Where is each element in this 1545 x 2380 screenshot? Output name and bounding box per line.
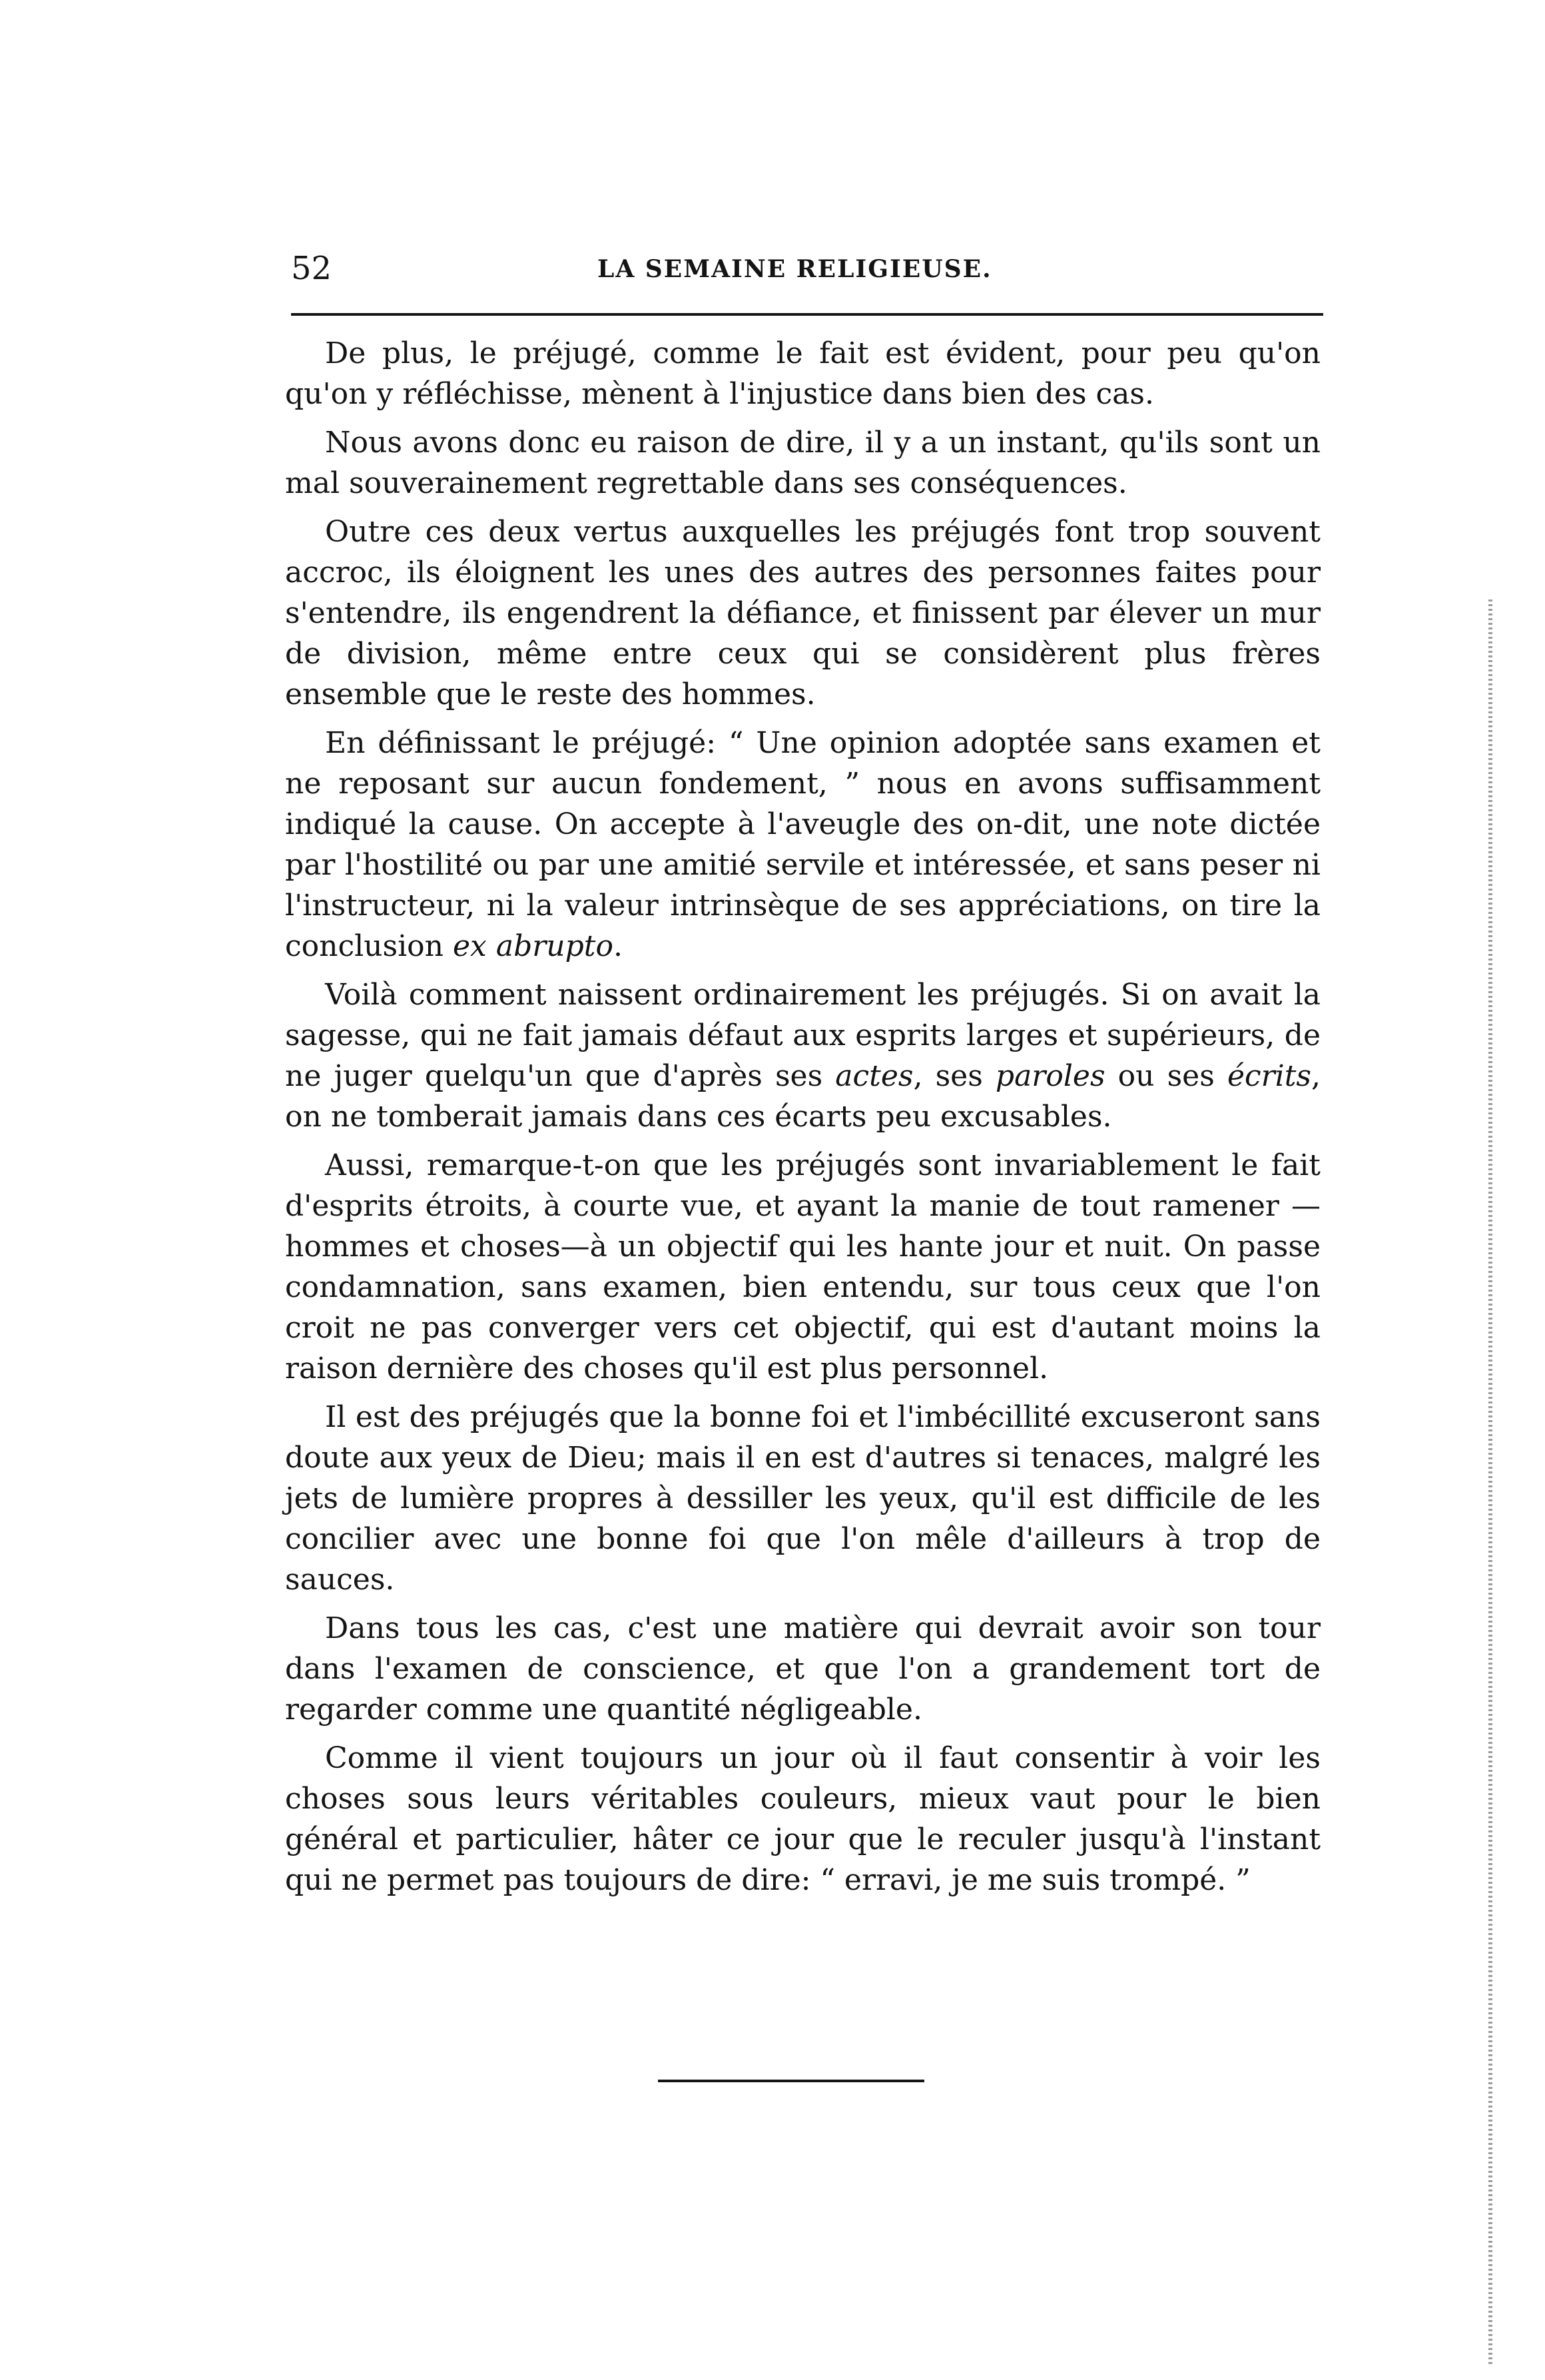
paragraph-text: ou ses (1105, 1059, 1227, 1093)
paragraph: Aussi, remarque-t-on que les préjugés sont invariablement le fait d'esprits étroits, à courte vue, et ayant la manie de tout ramener —hommes et choses—à un objectif qui les hante jour et nuit. On passe condamnation, sans examen, bien entendu, sur tous ceux que l'on croit ne pas converger vers cet objectif, qui est d'autant moins la raison dernière des choses qu'il est plus personnel. (285, 1148, 1321, 1386)
paragraph (285, 723, 1321, 967)
binding-edge (1488, 599, 1492, 2365)
paragraph-text: . (613, 929, 623, 963)
paragraph-text: , on ne tomberait jamais dans ces écarts peu excusables. (285, 1059, 1321, 1134)
paragraph: Dans tous les cas, c'est une matière qui devrait avoir son tour dans l'examen de conscience, et que l'on a grandement tort de regarder comme une quantité négligeable. (285, 1611, 1321, 1727)
paragraph-text: En définissant le préjugé: “ Une opinion adoptée sans examen et ne reposant sur aucun fondement, ” nous en avons suffisamment indiqué la cause. On accepte à l'aveugle des on-dit, une note dictée par l'hostilité ou par une amitié servile et intéressée, et sans peser ni l'instructeur, ni la valeur intrinsèque de ses appréciations, on tire la conclusion (285, 726, 1321, 963)
paragraph: Outre ces deux vertus auxquelles les préjugés font trop souvent accroc, ils éloignent les unes des autres des personnes faites pour s'entendre, ils engendrent la défiance, et finissent par élever un mur de division, même entre ceux qui se considèrent plus frères ensemble que le reste des hommes. (285, 515, 1321, 711)
paragraph: De plus, le préjugé, comme le fait est évident, pour peu qu'on qu'on y réfléchisse, mènent à l'injustice dans bien des cas. (285, 336, 1321, 411)
paragraph-text: Voilà comment naissent ordinairement les préjugés. Si on avait la sagesse, qui ne fait jamais défaut aux esprits larges et supérieurs, de ne juger quelqu'un que d'après ses (285, 978, 1321, 1093)
end-rule (658, 2080, 924, 2082)
paragraph: Il est des préjugés que la bonne foi et l'imbécillité excuseront sans doute aux yeux de Dieu; mais il en est d'autres si tenaces, malgré les jets de lumière propres à dessiller les yeux, qu'il est difficile de les concilier avec une bonne foi que l'on mêle d'ailleurs à trop de sauces. (285, 1400, 1321, 1597)
paragraph: Comme il vient toujours un jour où il faut consentir à voir les choses sous leurs véritables couleurs, mieux vaut pour le bien général et particulier, hâter ce jour que le reculer jusqu'à l'instant qui ne permet pas toujours de dire: “ erravi, je me suis trompé. ” (285, 1741, 1321, 1897)
article-body (285, 333, 1321, 1908)
running-title: LA SEMAINE RELIGIEUSE. (597, 255, 992, 283)
italic-word: écrits (1227, 1059, 1311, 1093)
page-number: 52 (291, 250, 332, 287)
paragraph (285, 975, 1321, 1137)
header-rule (291, 313, 1323, 316)
page-header (291, 245, 1323, 292)
italic-word: paroles (995, 1059, 1105, 1093)
italic-word: actes (835, 1059, 914, 1093)
italic-phrase: ex abrupto (453, 929, 613, 963)
paragraph-text: , ses (913, 1059, 996, 1093)
paragraph: Nous avons donc eu raison de dire, il y a un instant, qu'ils sont un mal souverainement regrettable dans ses conséquences. (285, 426, 1321, 500)
